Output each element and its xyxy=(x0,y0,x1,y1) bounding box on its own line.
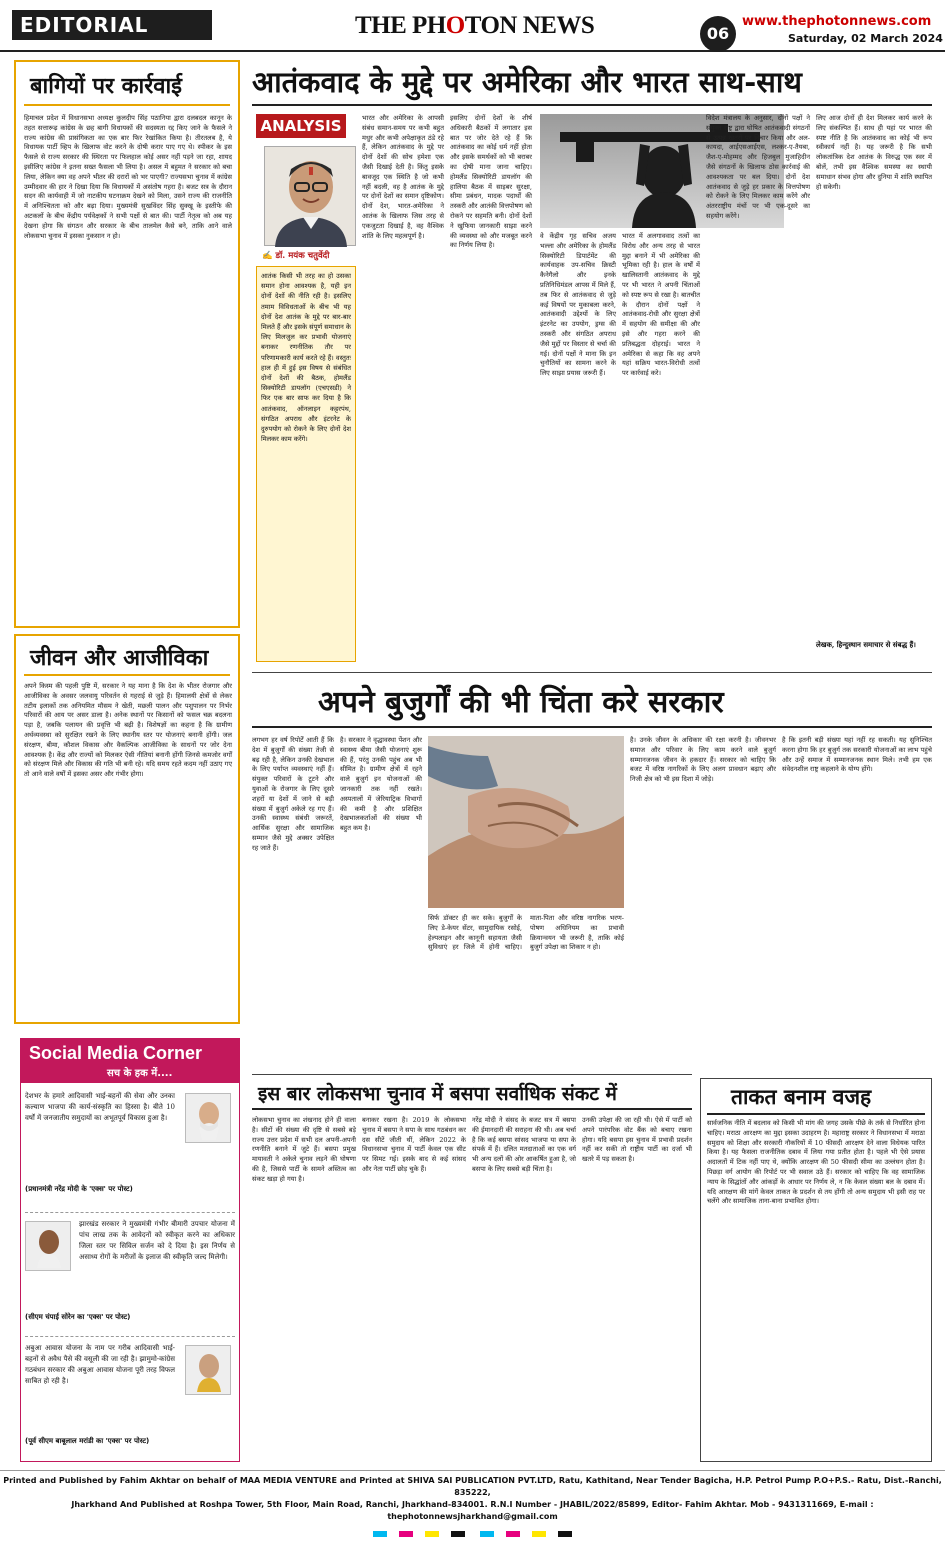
website-link[interactable]: www.thephotonnews.com xyxy=(742,14,932,29)
page-number: 06 xyxy=(700,16,736,52)
article-column: सिर्फ डॉक्टर ही कर सके। बुजुर्गों के लिए डे-केयर सेंटर, सामुदायिक रसोई, हेल्पलाइन और कानूनी सहायता जैसी सुविधाएं हर जिले में होनी चाहिए। माता-पिता और वरिष्ठ नागरिक भरण-पोषण अधिनियम का प्रभावी क्रियान्वयन भी जरूरी है, ताकि कोई बुजुर्ग उपेक्षा का शिकार न हो। xyxy=(428,914,624,952)
main-headline: आतंकवाद के मुद्दे पर अमेरिका और भारत साथ-साथ xyxy=(252,65,802,99)
article-column: इसलिए दोनों देशों के शीर्ष अधिकारी बैठकों में लगातार इस बात पर जोर देते रहे हैं कि आतंकवाद का कोई धर्म नहीं होता और इसके समर्थकों को भी बराबर का दोषी माना जाना चाहिए। होमलैंड सिक्योरिटी डायलॉग की हालिया बैठक में साइबर सुरक्षा, सीमा प्रबंधन, मादक पदार्थों की तस्करी और आतंकी वित्तपोषण को रोकने पर सहमति बनी। दोनों देशों ने खुफिया जानकारी साझा करने की व्यवस्था को और मजबूत करने का निर्णय लिया है। xyxy=(450,114,532,250)
author-name: ✍ डॉ. मयंक चतुर्वेदी xyxy=(262,251,330,261)
editorial-text: सार्वजनिक नीति में बदलाव को किसी भी मांग की जगह उसके पीछे के तर्क से निर्धारित होना चाहिए। मराठा आरक्षण का मुद्दा इसका उदाहरण है। महाराष्ट्र सरकार ने विधानसभा में मराठा समुदाय को शिक्षा और सरकारी नौकरियों में 10 फीसदी आरक्षण देने वाला विधेयक पारित किया है। यह फैसला राजनीतिक दबाव में लिया गया प्रतीत होता है। पहले भी ऐसे प्रयास अदालतों में टिक नहीं पाए थे, क्योंकि आरक्षण की 50 फीसदी सीमा का उल्लंघन होता है। पिछड़ा वर्ग आयोग की रिपोर्ट पर भी सवाल उठे हैं। सरकार को चाहिए कि वह सामाजिक न्याय के सिद्धांतों और आंकड़ों के आधार पर निर्णय ले, न कि केवल संख्या बल के दबाव में। यदि आरक्षण की मांगें केवल ताकत के प्रदर्शन से तय होंगी तो अन्य समुदाय भी इसी राह पर चलेंगे और सामाजिक ताना-बाना प्रभावित होगा। xyxy=(707,1119,925,1206)
elders-headline: अपने बुजुर्गों की भी चिंता करे सरकार xyxy=(318,685,724,720)
smc-post: झारखंड सरकार ने मुख्यमंत्री गंभीर बीमारी उपचार योजना में पांच लाख तक के आवेदनों को स्वीकृत करने का अधिकार जिला स्तर पर सिविल सर्जन को दे दिया है। इस निर्णय से असाध्य रोगों के मरीजों के इलाज की स्वीकृति जल्द मिलेगी। (सीएम चंपाई सोरेन का 'एक्स' पर पोस्ट) xyxy=(25,1217,235,1337)
article-column: है कि इतनी बड़ी संख्या यहां नहीं रह सकती। यह सुनिश्चित करना होगा कि हर बुजुर्ग तक सरकारी योजनाओं का लाभ पहुंचे और उन्हें समाज में सम्मानजनक स्थान मिले। तभी हम एक संवेदनशील राष्ट्र कहलाने के योग्य होंगे। xyxy=(782,736,932,774)
imprint-line: Printed and Published by Fahim Akhtar on behalf of MAA MEDIA VENTURE and Printed at SHIVA SAI PUBLICATION PVT.LTD, Ratu, Kathitand, Near Tender Bagicha, H.P. Petrol Pump P.O+P.S.- Ratu, Dist.-Ranchi, 835222, xyxy=(3,1476,942,1497)
smc-header xyxy=(21,1039,239,1083)
masthead xyxy=(0,0,945,52)
editorial-box-power xyxy=(700,1078,932,1462)
smc-source: (सीएम चंपाई सोरेन का 'एक्स' पर पोस्ट) xyxy=(25,1313,131,1321)
article-column: लगभग हर वर्ष रिपोर्टें आती हैं कि देश में बुजुर्गों की संख्या तेजी से बढ़ रही है, लेकिन उनकी देखभाल के लिए पर्याप्त व्यवस्थाएं नहीं हैं। संयुक्त परिवारों के टूटने और युवाओं के रोजगार के लिए दूसरे शहरों या देशों में जाने से बड़ी संख्या में बुजुर्ग अकेले रह गए हैं। उनकी स्वास्थ्य संबंधी जरूरतें, आर्थिक सुरक्षा और सामाजिक सम्मान जैसे मुद्दे अक्सर उपेक्षित रह जाते हैं। xyxy=(252,736,334,852)
editorial-title: बागियों पर कार्रवाई xyxy=(30,73,182,99)
editorial-box-livelihood xyxy=(14,634,240,1024)
bsp-headline: इस बार लोकसभा चुनाव में बसपा सर्वाधिक संकट में xyxy=(258,1083,617,1105)
newspaper-logo[interactable]: THE PHOTON NEWS xyxy=(355,12,595,39)
imprint-footer xyxy=(0,1470,945,1521)
issue-date: Saturday, 02 March 2024 xyxy=(788,32,943,45)
editorial-title: ताकत बनाम वजह xyxy=(731,1084,872,1109)
analysis-tag: ANALYSIS xyxy=(256,114,346,138)
article-column: है। उनके जीवन के अधिकार की रक्षा करनी है। जीवनभर समाज और परिवार के लिए काम करने वाले बुजुर्ग सम्मानजनक जीवन के हकदार हैं। सरकार को चाहिए कि बजट में वरिष्ठ नागरिकों के लिए अलग प्रावधान बढ़ाए और निजी क्षेत्र को भी इस दिशा में जोड़े। xyxy=(630,736,776,784)
author-credit: लेखक, हिन्दुस्थान समाचार से संबद्ध हैं। xyxy=(816,640,916,649)
author-photo xyxy=(264,146,356,246)
article-column: विदेश मंत्रालय के अनुसार, दोनों पक्षों ने संयुक्त राष्ट्र द्वारा घोषित आतंकवादी संगठनों से उत्पन्न खतरों पर विचार किया और अल-कायदा, आईएसआईएस, लश्कर-ए-तैयबा, जैश-ए-मोहम्मद और हिजबुल मुजाहिदीन जैसे संगठनों के खिलाफ ठोस कार्रवाई की आवश्यकता पर बल दिया। दोनों देश आतंकवाद से जुड़े हर प्रकार के वित्तपोषण को रोकने के लिए मिलकर काम करेंगे और अंतरराष्ट्रीय मंचों पर भी एक-दूसरे का सहयोग करेंगे। xyxy=(706,114,810,220)
editorial-title: जीवन और आजीविका xyxy=(30,645,209,671)
pull-quote: आतंक किसी भी तरह का हो उसका समान होना आवश्यक है, यही इन दोनों देशों की नीति रही है। इसलिए तमाम विविधताओं के बीच भी यह दोनों देश आतंक के मुद्दे पर बार-बार मिलते हैं और इसके संपूर्ण समाधान के लिए मिलजुल कर प्रभावी योजनाएं बनाकर रणनीतिक तौर पर परिणामकारी कार्य करते रहे हैं। वस्तुतः हाल ही में हुई इस विषय से संबंधित दोनों देशों की बैठक, होमलैंड सिक्योरिटी डायलॉग (एचएसडी) ने फिर एक बार साफ कर दिया है कि आतंकवाद, ऑनलाइन कट्टरपंथ, संगठित अपराध और इंटरनेट के दुरुपयोग को रोकने के लिए दोनों देश मिलकर काम करेंगे। xyxy=(256,266,356,662)
elders-hands-image xyxy=(428,736,624,908)
avatar xyxy=(185,1345,231,1395)
smc-title: Social Media Corner xyxy=(29,1043,203,1063)
avatar xyxy=(25,1221,71,1271)
article-column: भारत और अमेरिका के आपसी संबंध समान-समय पर कभी बहुत मधुर और कभी अपेक्षाकृत ठंडे रहे हैं, लेकिन आतंकवाद के मुद्दे पर दोनों देशों की सोच हमेशा एक जैसी दिखाई देती है। किंतु इसके बावजूद एक स्थिति है जो कभी नहीं बदली, वह है आतंक के मुद्दे पर दोनों देशों का समान दृष्टिकोण। दोनों देश, भारत-अमेरिका ने आतंक के खिलाफ जिस तरह से एकजुटता दिखाई है, वह वैश्विक शांति के लिए महत्वपूर्ण है। xyxy=(362,114,444,240)
smc-source: (पूर्व सीएम बाबूलाल मरांडी का 'एक्स' पर पोस्ट) xyxy=(25,1437,150,1445)
editorial-text: अपने किस्म की पहली पुष्टि में, सरकार ने यह माना है कि देश के भीतर रोजगार और आजीविका के अवसर जलवायु परिवर्तन से गहराई से जुड़े हैं। हिमालयी क्षेत्रों से लेकर तटीय इलाकों तक अनियमित मौसम ने खेती, मछली पालन और पशुपालन पर निर्भर परिवारों की आय पर असर डाला है। अनेक स्थानों पर किसानों को फसल चक्र बदलना पड़ा है, जबकि पलायन की प्रवृत्ति भी बढ़ी है। विशेषज्ञों का कहना है कि ग्रामीण अर्थव्यवस्था को सुरक्षित रखने के लिए स्थानीय स्तर पर योजनाएं बनानी होंगी। जल संरक्षण, बीमा, कौशल विकास और वैकल्पिक आजीविका के साधनों पर जोर देना आवश्यक है। केंद्र और राज्यों को मिलकर ऐसी नीतियां बनानी होंगी जिनसे कमजोर वर्गों को संरक्षण मिले और विकास की गति भी बनी रहे। यदि समय रहते कदम नहीं उठाए गए तो आने वाले वर्षों में इसका असर और गंभीर होगा। xyxy=(24,682,232,779)
color-registration-marks xyxy=(0,1529,945,1541)
section-label: EDITORIAL xyxy=(12,10,212,40)
article-column: लिए आज दोनों ही देश मिलकर कार्य करने के लिए संकल्पित हैं। साथ ही यहां पर भारत की स्पष्ट नीति है कि आतंकवाद का कोई भी रूप स्वीकार्य नहीं है। यह जरूरी है कि सभी लोकतांत्रिक देश आतंक के विरुद्ध एक स्वर में बोलें, तभी इस वैश्विक समस्या का स्थायी समाधान संभव होगा और दुनिया में शांति स्थापित हो सकेगी। xyxy=(816,114,932,191)
article-column: है। सरकार ने वृद्धावस्था पेंशन और स्वास्थ्य बीमा जैसी योजनाएं शुरू की हैं, परंतु उनकी पहुंच अब भी सीमित है। ग्रामीण क्षेत्रों में रहने वाले बुजुर्ग इन योजनाओं की जानकारी तक नहीं रखते। अस्पतालों में जेरियाट्रिक विभागों की कमी है और प्रशिक्षित देखभालकर्ताओं की संख्या भी बहुत कम है। xyxy=(340,736,422,833)
social-media-corner xyxy=(20,1038,240,1462)
article-column: भारत में अलगाववाद तत्वों का विरोध और अन्य तरह से भारत मुद्दा बनाने में भी अमेरिका की भूमिका रही है। हाल के वर्षों में खालिस्तानी आतंकवाद के मुद्दे पर भी भारत ने अपनी चिंताओं को स्पष्ट रूप से रखा है। बातचीत के दौरान दोनों पक्षों ने आतंकवाद-रोधी और सुरक्षा क्षेत्रों में सहयोग की समीक्षा की और इसे और गहरा करने की प्रतिबद्धता दोहराई। भारत ने अमेरिका से कहा कि वह अपने यहां सक्रिय भारत-विरोधी तत्वों पर कार्रवाई करे। xyxy=(622,232,700,378)
avatar xyxy=(185,1093,231,1143)
imprint-line: Jharkhand And Published at Roshpa Tower, 5th Floor, Main Road, Ranchi, Jharkhand-834001. R.N.I Number - JHABIL/2022/85899, Editor- Fahim Akhtar. Mob - 9431311669, E-mail : thephotonnewsjharkhand@gmail.com xyxy=(71,1500,874,1521)
article-column: लोकसभा चुनाव का शंखनाद होने ही वाला है। सीटों की संख्या की दृष्टि से सबसे बड़े राज्य उत्तर प्रदेश में सभी दल अपनी-अपनी रणनीति बनाने में जुटे हैं। बसपा प्रमुख मायावती ने अकेले चुनाव लड़ने की घोषणा की है, जिससे पार्टी के सामने अस्तित्व का संकट खड़ा हो गया है। xyxy=(252,1116,356,1183)
smc-tagline: सच के हक में.... xyxy=(107,1068,173,1079)
editorial-box-rebels xyxy=(14,60,240,628)
smc-post: देशभर के हमारे आदिवासी भाई-बहनों की सेवा और उनका कल्याण भाजपा की कार्य-संस्कृति का हिस्सा है। बीते 10 वर्षों में जनजातीय समुदायों का अभूतपूर्व विकास हुआ है। (प्रधानमंत्री नरेंद्र मोदी के 'एक्स' पर पोस्ट) xyxy=(25,1089,235,1213)
smc-post: अबुआ आवास योजना के नाम पर गरीब आदिवासी भाई-बहनों से अवैध पैसे की वसूली की जा रही है। झामुमो-कांग्रेस गठबंधन सरकार की अबुआ आवास योजना पूरी तरह विफल साबित हो रही है। (पूर्व सीएम बाबूलाल मरांडी का 'एक्स' पर पोस्ट) xyxy=(25,1341,235,1457)
article-column: वे केंद्रीय गृह सचिव अजय भल्ला और अमेरिका के होमलैंड सिक्योरिटी डिपार्टमेंट की कार्यवाहक उप-सचिव क्रिस्टी कैनेगैलो और इनके प्रतिनिधिमंडल आपस में मिले हैं, तब फिर से आतंकवाद से जुड़े कई विषयों पर मुकाबला करने, आतंकवादी उद्देश्यों के लिए इंटरनेट का उपयोग, ड्रग्स की तस्करी और संगठित अपराध जैसे मुद्दों पर विस्तार से चर्चा की गई। दोनों पक्षों ने माना कि इन चुनौतियों का सामना करने के लिए साझा प्रयास जरूरी हैं। xyxy=(540,232,616,378)
smc-source: (प्रधानमंत्री नरेंद्र मोदी के 'एक्स' पर पोस्ट) xyxy=(25,1185,133,1193)
article-column: उनकी उपेक्षा की जा रही थी। ऐसे में पार्टी को अपने पारंपरिक वोट बैंक को बचाए रखना होगा। यदि बसपा इस चुनाव में प्रभावी प्रदर्शन नहीं कर सकी तो राष्ट्रीय पार्टी का दर्जा भी खतरे में पड़ सकता है। xyxy=(582,1116,692,1164)
article-column: नरेंद्र मोदी ने संसद के बजट सत्र में बसपा की ईमानदारी की सराहना की थी। अब चर्चा है कि कई बसपा सांसद भाजपा या सपा के संपर्क में हैं। दलित मतदाताओं का एक वर्ग भी अन्य दलों की ओर आकर्षित हुआ है, जो बसपा के लिए सबसे बड़ी चिंता है। xyxy=(472,1116,576,1173)
article-column: बनाकर रखना है। 2019 के लोकसभा चुनाव में बसपा ने सपा के साथ गठबंधन कर दस सीटें जीती थीं, लेकिन 2022 के विधानसभा चुनाव में पार्टी केवल एक सीट पर सिमट गई। इसके बाद से कई सांसद और नेता पार्टी छोड़ चुके हैं। xyxy=(362,1116,466,1173)
editorial-text: हिमाचल प्रदेश में विधानसभा अध्यक्ष कुलदीप सिंह पठानिया द्वारा दलबदल कानून के तहत सत्तारूढ़ कांग्रेस के छह बागी विधायकों की सदस्यता रद्द किए जाने के फैसले ने राज्य कांग्रेस की प्रासंगिकता का एक बार फिर रेखांकित किया है। तीरतलब है, ये विधायक पार्टी व्हिप के खिलाफ वोट करने के दोषी करार पाए गए थे। स्पीकर के इस फैसले से राज्य सरकार की स्थिरता पर फिलहाल कोई असर नहीं पड़ने जा रहा, शायद इसीलिए कांग्रेस ने इतना सख्त फैसला भी लिया है। असल में बहुमत ने सरकार को बचा लिया, लेकिन क्या वह अपने भीतर की दरारों को भर पाएगी? राज्यसभा चुनाव में कांग्रेस उम्मीदवार की हार ने दिखा दिया कि विधायकों में असंतोष गहरा है। बजट सत्र के दौरान सदन की कार्यवाही में जो नाटकीय घटनाक्रम देखने को मिला, उसने राज्य की राजनीति में अनिश्चितता को और बढ़ा दिया। मुख्यमंत्री सुखविंदर सिंह सुक्खू के इस्तीफे की अटकलों के बीच केंद्रीय पर्यवेक्षकों ने सभी पक्षों से बात की। पार्टी नेतृत्व को अब यह देखना होगा कि संगठन और सरकार के बीच तालमेल कैसे बने, ताकि आने वाले लोकसभा चुनाव में इसका नुकसान न हो। xyxy=(24,114,232,240)
